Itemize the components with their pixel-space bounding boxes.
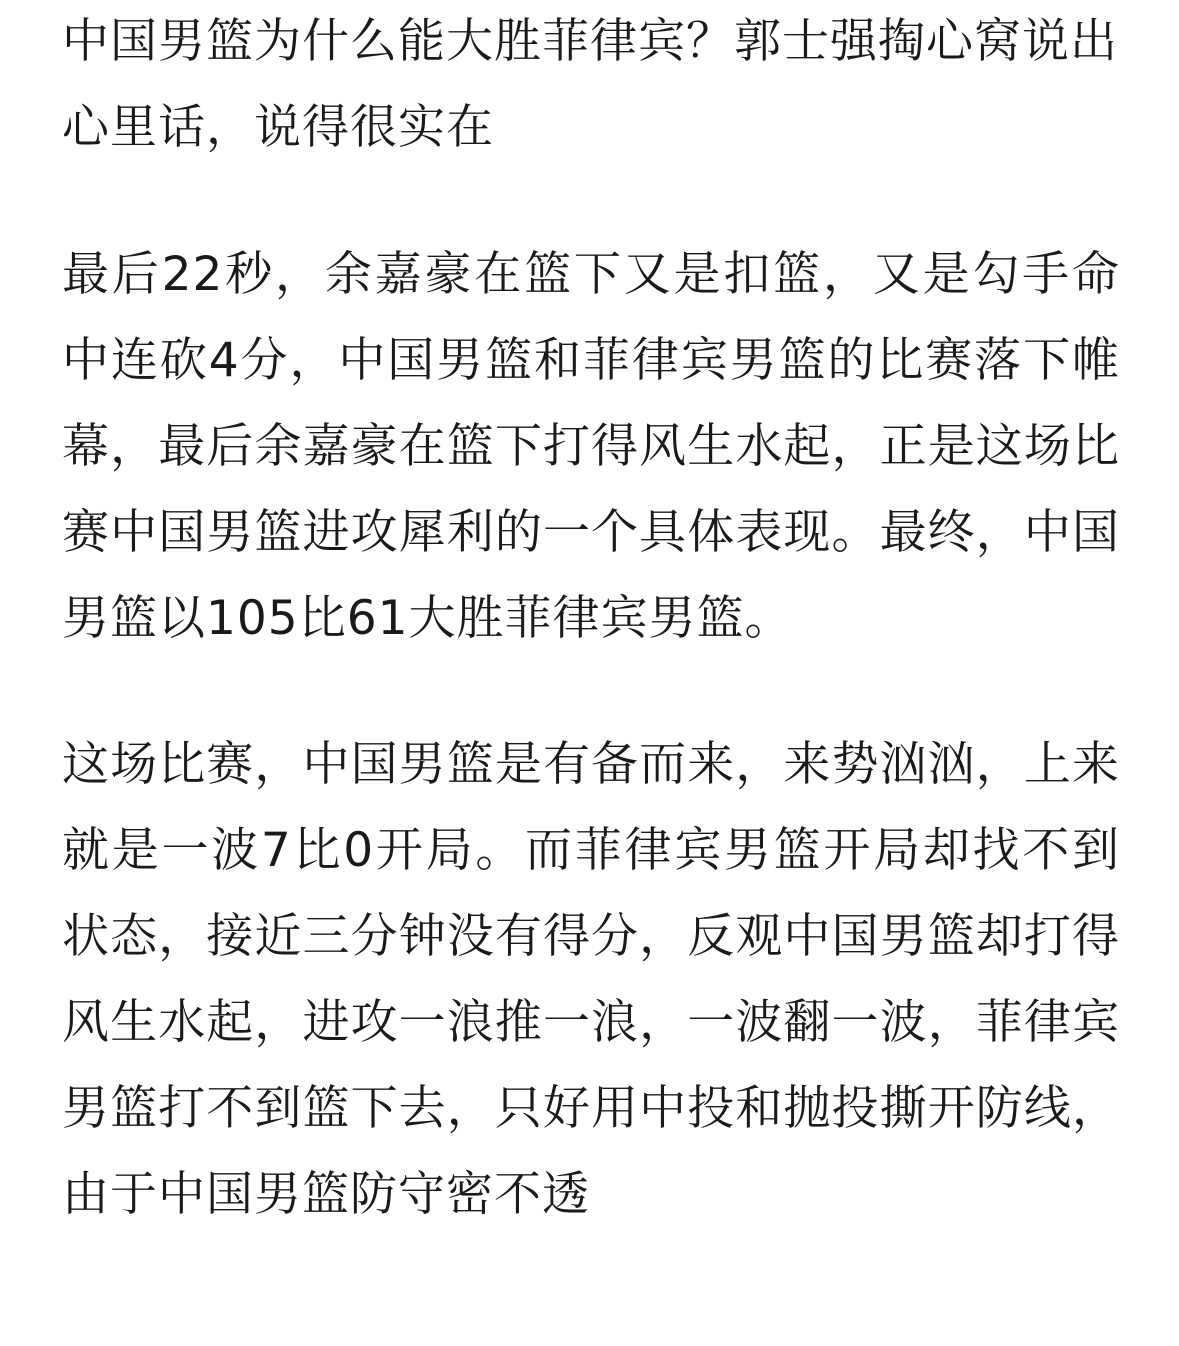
paragraph-spacer	[62, 172, 1120, 232]
article-paragraph-1: 最后22秒，余嘉豪在篮下又是扣篮，又是勾手命中连砍4分，中国男篮和菲律宾男篮的比赛落下帷幕，最后余嘉豪在篮下打得风生水起，正是这场比赛中国男篮进攻犀利的一个具体表现。最终，中国男篮以105比61大胜菲律宾男篮。	[62, 247, 1120, 646]
article-body	[62, 0, 1120, 1238]
article-paragraph-2: 这场比赛，中国男篮是有备而来，来势汹汹，上来就是一波7比0开局。而菲律宾男篮开局却找不到状态，接近三分钟没有得分，反观中国男篮却打得风生水起，进攻一浪推一浪，一波翻一波，菲律宾男篮打不到篮下去，只好用中投和抛投撕开防线，由于中国男篮防守密不透	[62, 737, 1120, 1222]
paragraph-spacer	[62, 662, 1120, 722]
article-title: 中国男篮为什么能大胜菲律宾？郭士强掏心窝说出心里话，说得很实在	[62, 14, 1118, 155]
